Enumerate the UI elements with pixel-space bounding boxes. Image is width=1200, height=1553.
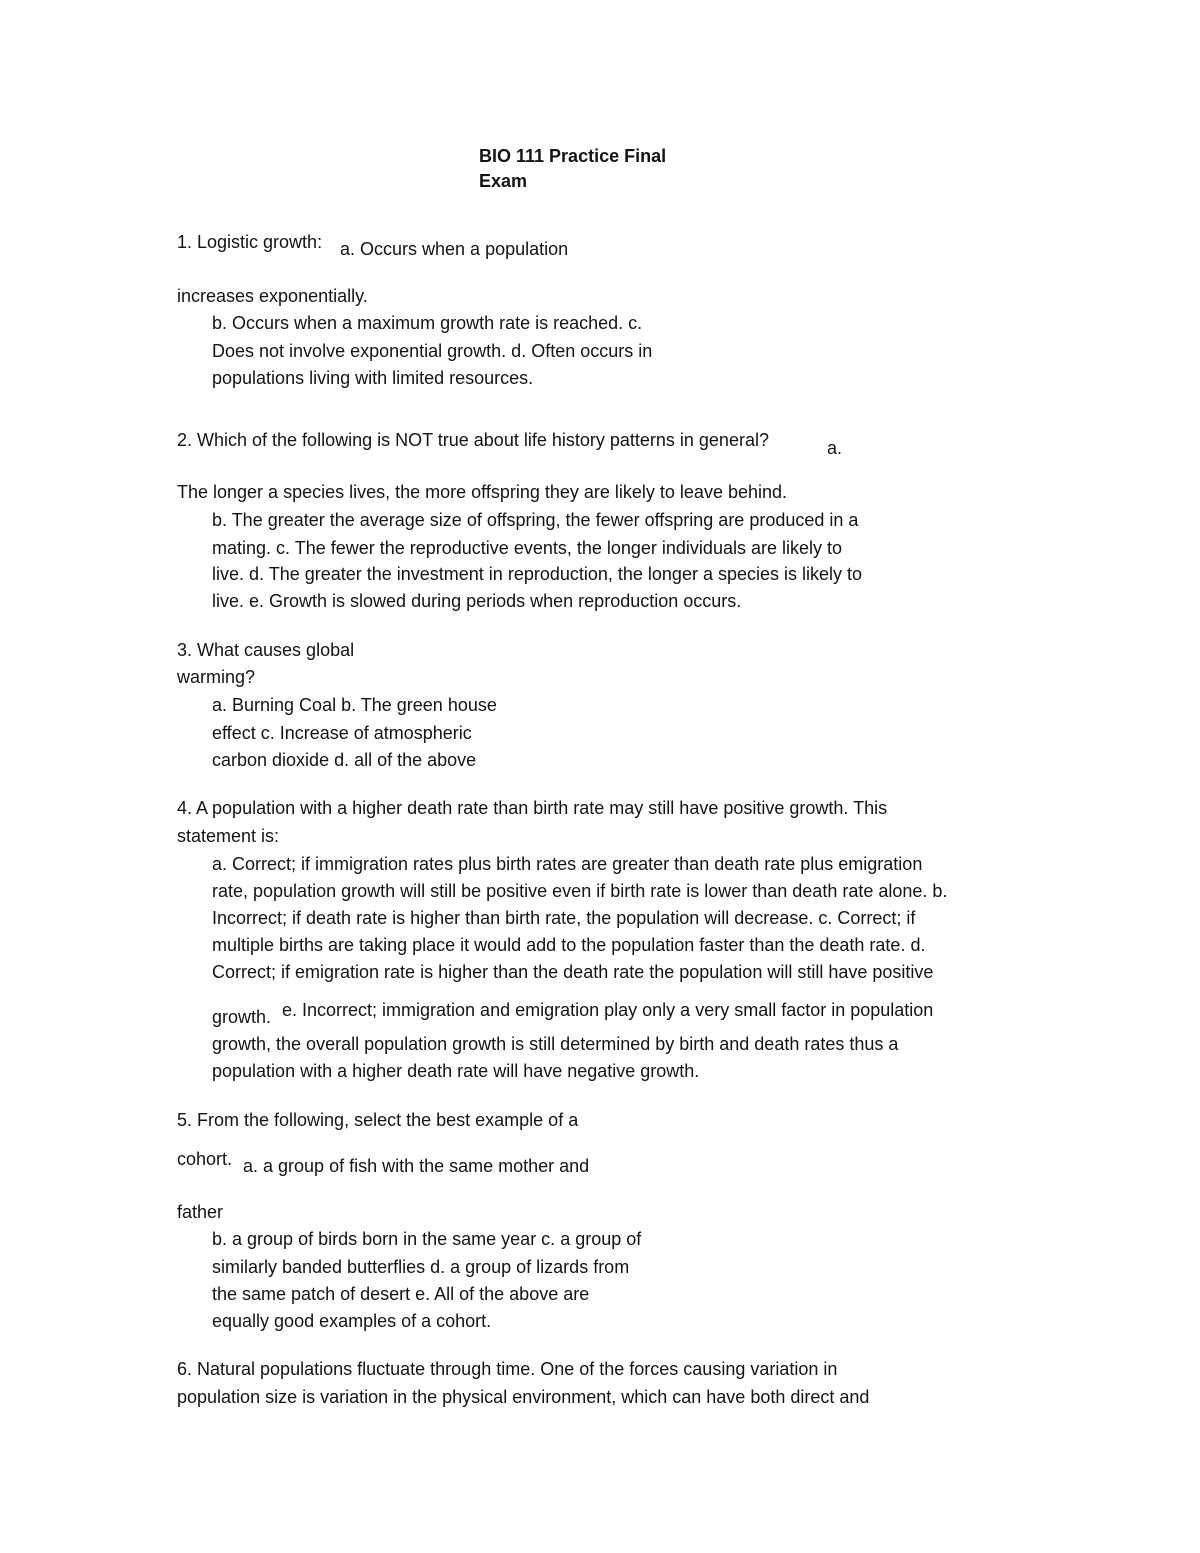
q2-stem: 2. Which of the following is NOT true about life history patterns in general? [177, 430, 769, 450]
q5-line-2-start: cohort. [177, 1149, 233, 1169]
q2-line-2: The longer a species lives, the more offspring they are likely to leave behind. [177, 482, 788, 502]
q5-line-7: equally good examples of a cohort. [212, 1311, 492, 1331]
q5-line-6: the same patch of desert e. All of the above are [212, 1284, 590, 1304]
q4-line-8-start: growth. [212, 1007, 272, 1027]
q5-line-2-rest: a. a group of fish with the same mother and [243, 1156, 590, 1176]
q1-line-2: increases exponentially. [177, 286, 368, 306]
q4-line-5: Incorrect; if death rate is higher than birth rate, the population will decrease. c. Correct; if [212, 908, 916, 928]
q5-line-3: father [177, 1202, 224, 1222]
q4-line-3: a. Correct; if immigration rates plus birth rates are greater than death rate plus emigration [212, 854, 923, 874]
q3-line-3: a. Burning Coal b. The green house [212, 695, 497, 715]
q3-line-4: effect c. Increase of atmospheric [212, 723, 472, 743]
q5-line-1: 5. From the following, select the best example of a [177, 1110, 579, 1130]
q2-option-a-label: a. [827, 438, 843, 458]
q2-line-6: live. e. Growth is slowed during periods when reproduction occurs. [212, 591, 742, 611]
q4-line-7: Correct; if emigration rate is higher than the death rate the population will still have positive [212, 962, 934, 982]
q2-line-3: b. The greater the average size of offspring, the fewer offspring are produced in a [212, 510, 859, 530]
q1-option-a: a. Occurs when a population [340, 239, 569, 259]
exam-title-line-1: BIO 111 Practice Final [479, 146, 667, 166]
q3-line-1: 3. What causes global [177, 640, 355, 660]
q4-line-6: multiple births are taking place it would add to the population faster than the death rate. d. [212, 935, 926, 955]
q3-line-5: carbon dioxide d. all of the above [212, 750, 477, 770]
q4-line-9: growth, the overall population growth is still determined by birth and death rates thus a [212, 1034, 899, 1054]
q6-line-2: population size is variation in the physical environment, which can have both direct and [177, 1387, 870, 1407]
q2-line-4: mating. c. The fewer the reproductive events, the longer individuals are likely to [212, 538, 842, 558]
q5-line-4: b. a group of birds born in the same year c. a group of [212, 1229, 642, 1249]
exam-title-line-2: Exam [479, 171, 528, 191]
q4-line-10: population with a higher death rate will have negative growth. [212, 1061, 700, 1081]
q4-line-1: 4. A population with a higher death rate than birth rate may still have positive growth. This [177, 798, 888, 818]
q6-line-1: 6. Natural populations fluctuate through time. One of the forces causing variation in [177, 1359, 838, 1379]
q3-line-2: warming? [177, 667, 256, 687]
q4-line-8-rest: e. Incorrect; immigration and emigration play only a very small factor in population [282, 1000, 934, 1020]
q1-line-5: populations living with limited resources. [212, 368, 534, 388]
q1-stem: 1. Logistic growth: [177, 232, 323, 252]
q4-line-4: rate, population growth will still be positive even if birth rate is lower than death rate alone. b. [212, 881, 948, 901]
q1-line-4: Does not involve exponential growth. d. Often occurs in [212, 341, 653, 361]
q2-line-5: live. d. The greater the investment in reproduction, the longer a species is likely to [212, 564, 863, 584]
q4-line-2: statement is: [177, 826, 280, 846]
q5-line-5: similarly banded butterflies d. a group of lizards from [212, 1257, 630, 1277]
q1-line-3: b. Occurs when a maximum growth rate is reached. c. [212, 313, 643, 333]
